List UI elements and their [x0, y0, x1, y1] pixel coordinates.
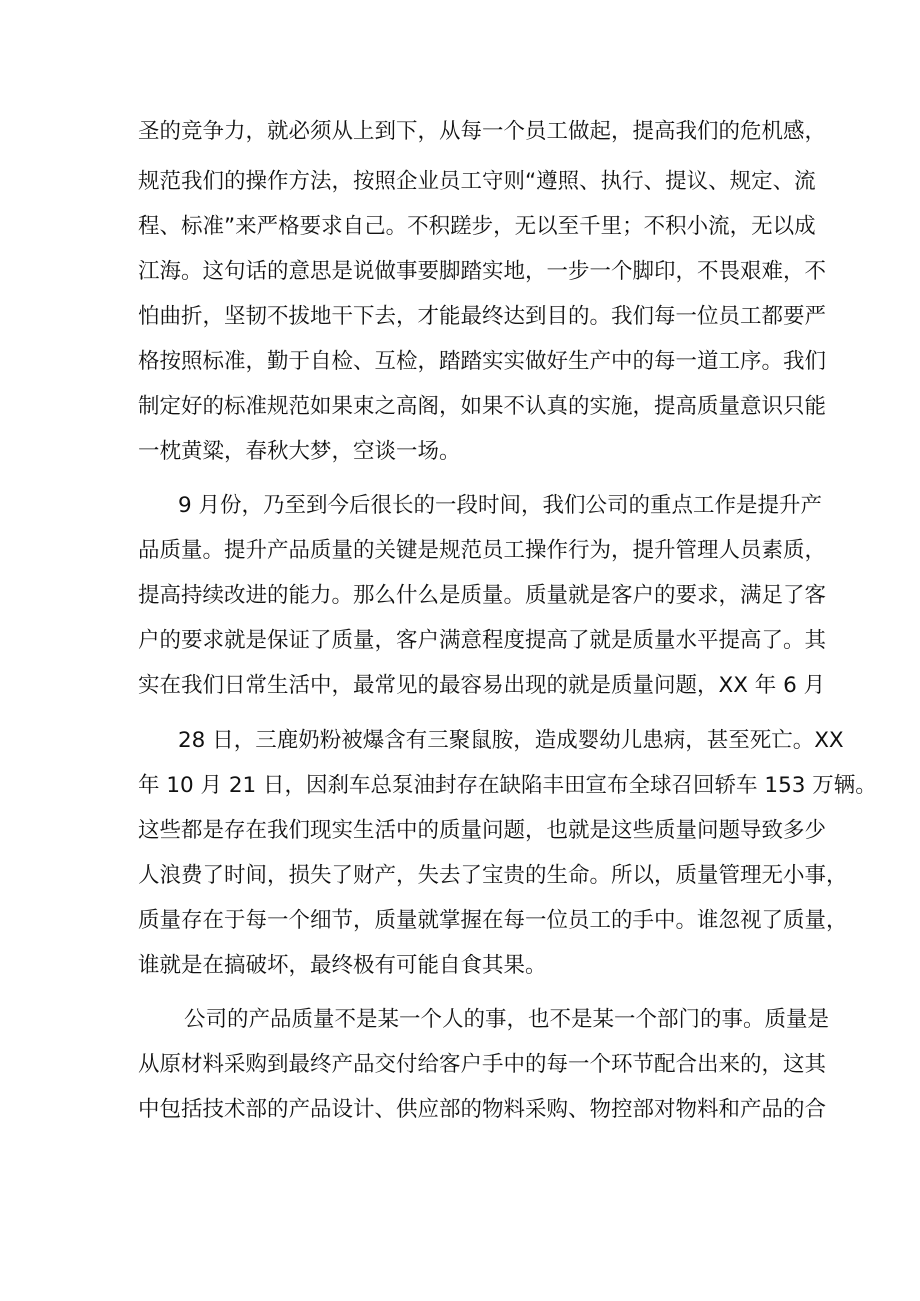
text-line: 制定好的标准规范如果束之高阁，如果不认真的实施，提高质量意识只能	[138, 394, 827, 419]
text-line: 9 月份，乃至到今后很长的一段时间，我们公司的重点工作是提升产	[178, 493, 823, 518]
text-line: 程、标准”来严格要求自己。不积蹉步，无以至千里；不积小流，无以成	[138, 214, 816, 239]
text-line: 公司的产品质量不是某一个人的事，也不是某一个部门的事。质量是	[184, 1007, 830, 1032]
text-line: 圣的竞争力，就必须从上到下，从每一个员工做起，提高我们的危机感，	[138, 119, 827, 144]
text-line: 这些都是存在我们现实生活中的质量问题，也就是这些质量问题导致多少	[138, 818, 827, 843]
text-line: 品质量。提升产品质量的关键是规范员工操作行为，提升管理人员素质，	[138, 538, 827, 563]
text-line: 中包括技术部的产品设计、供应部的物料采购、物控部对物料和产品的合	[138, 1097, 827, 1122]
text-line: 户的要求就是保证了质量，客户满意程度提高了就是质量水平提高了。其	[138, 628, 827, 653]
text-line: 规范我们的操作方法，按照企业员工守则“遵照、执行、提议、规定、流	[138, 169, 816, 194]
text-line: 提高持续改进的能力。那么什么是质量。质量就是客户的要求，满足了客	[138, 583, 827, 608]
text-line: 一枕黄粱，春秋大梦，空谈一场。	[138, 439, 461, 464]
text-line: 实在我们日常生活中，最常见的最容易出现的就是质量问题，XX 年 6 月	[138, 673, 826, 698]
text-line: 怕曲折，坚韧不拔地干下去，才能最终达到目的。我们每一位员工都要严	[138, 304, 827, 329]
text-line: 谁就是在搞破坏，最终极有可能自食其果。	[138, 953, 547, 978]
text-line: 人浪费了时间，损失了财产，失去了宝贵的生命。所以，质量管理无小事，	[138, 863, 848, 888]
text-line: 格按照标准，勤于自检、互检，踏踏实实做好生产中的每一道工序。我们	[138, 349, 827, 374]
text-line: 江海。这句话的意思是说做事要脚踏实地，一步一个脚印，不畏艰难，不	[138, 259, 827, 284]
text-line: 从原材料采购到最终产品交付给客户手中的每一个环节配合出来的，这其	[138, 1052, 827, 1077]
text-line: 28 日，三鹿奶粉被爆含有三聚鼠胺，造成婴幼儿患病，甚至死亡。XX	[178, 728, 844, 753]
text-line: 年 10 月 21 日，因刹车总泵油封存在缺陷丰田宣布全球召回轿车 153 万辆。	[138, 773, 877, 798]
text-line: 质量存在于每一个细节，质量就掌握在每一位员工的手中。谁忽视了质量，	[138, 908, 848, 933]
